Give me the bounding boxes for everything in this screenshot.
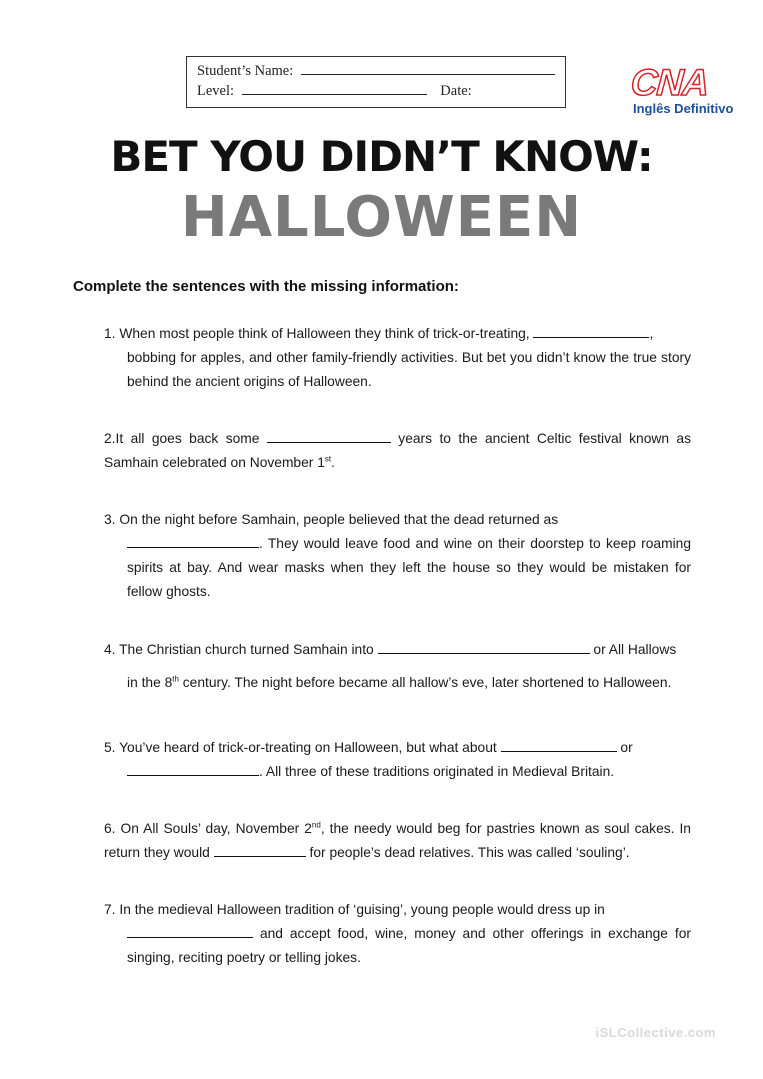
question-number: 5.: [104, 740, 116, 755]
question-5: [104, 736, 691, 784]
question-number: 6.: [104, 821, 116, 836]
ordinal-suffix: th: [172, 674, 179, 684]
date-label: Date:: [440, 83, 472, 99]
question-text: bobbing for apples, and other family-friendly activities. But bet you didn’t know the true story behind the ancient origins of Halloween.: [127, 350, 691, 389]
question-text: or All Hallows: [593, 642, 677, 657]
question-text: or: [620, 740, 633, 755]
page-subtitle: HALLOWEEN: [180, 185, 583, 250]
islcollective-watermark: iSLCollective.com: [595, 1025, 716, 1040]
question-text: for people’s dead relatives. This was called ‘souling’.: [309, 845, 630, 860]
ordinal-suffix: st: [324, 454, 332, 464]
question-text: In the medieval Halloween tradition of ‘guising’, young people would dress up in: [119, 902, 605, 917]
question-text: On All Souls’ day, November 2: [120, 821, 312, 836]
question-text: . All three of these traditions originated in Medieval Britain.: [259, 764, 615, 779]
question-number: 7.: [104, 902, 116, 917]
question-number: 1.: [104, 326, 116, 341]
question-3: [104, 508, 691, 604]
level-field[interactable]: [242, 82, 427, 95]
question-text: . They would leave food and wine on their doorstep to keep roaming spirits at bay. And wear masks when they left the house so they would be mistaken for fellow ghosts.: [127, 536, 691, 599]
question-7: [104, 898, 691, 970]
instructions: Complete the sentences with the missing information:: [73, 278, 459, 295]
cna-logo-tagline: Inglês Definitivo: [633, 101, 734, 116]
question-text: ,: [649, 326, 654, 341]
question-text: You’ve heard of trick-or-treating on Halloween, but what about: [119, 740, 497, 755]
question-2: [104, 427, 691, 475]
answer-blank[interactable]: [127, 534, 259, 548]
answer-blank[interactable]: [127, 924, 253, 938]
question-text: and accept food, wine, money and other offerings in exchange for singing, reciting poetry or telling jokes.: [127, 926, 691, 965]
student-name-field[interactable]: [301, 62, 555, 75]
question-number: 2.: [104, 431, 116, 446]
question-6: [104, 817, 691, 865]
question-text: When most people think of Halloween they think of trick-or-treating,: [119, 326, 530, 341]
student-name-label: Student’s Name:: [197, 63, 294, 79]
question-text: years to the ancient Celtic festival known as Samhain celebrated on November 1: [104, 431, 691, 470]
answer-blank[interactable]: [127, 762, 259, 776]
question-text: , the needy would beg for pastries known as soul cakes. In return they would: [104, 821, 691, 860]
level-date-row: [197, 82, 472, 100]
answer-blank[interactable]: [533, 324, 649, 338]
level-label: Level:: [197, 83, 235, 99]
answer-blank[interactable]: [501, 738, 617, 752]
question-number: 4.: [104, 642, 116, 657]
answer-blank[interactable]: [378, 640, 590, 654]
question-text: .: [331, 455, 335, 470]
question-number: 3.: [104, 512, 116, 527]
question-text: in the 8: [127, 675, 173, 690]
answer-blank[interactable]: [214, 843, 306, 857]
student-name-row: [197, 62, 555, 80]
question-text: On the night before Samhain, people believed that the dead returned as: [119, 512, 559, 527]
question-text: It all goes back some: [115, 431, 260, 446]
question-text: The Christian church turned Samhain into: [119, 642, 374, 657]
question-text: century. The night before became all hallow’s eve, later shortened to Halloween.: [182, 675, 672, 690]
cna-logo: [631, 64, 735, 120]
ordinal-suffix: nd: [311, 820, 321, 830]
question-4: [104, 638, 691, 695]
student-info-box: [186, 56, 566, 108]
question-1: [104, 322, 691, 394]
page-title: BET YOU DIDN’T KNOW:: [110, 132, 653, 181]
cna-logo-mark: CNA: [629, 62, 710, 103]
answer-blank[interactable]: [267, 429, 391, 443]
